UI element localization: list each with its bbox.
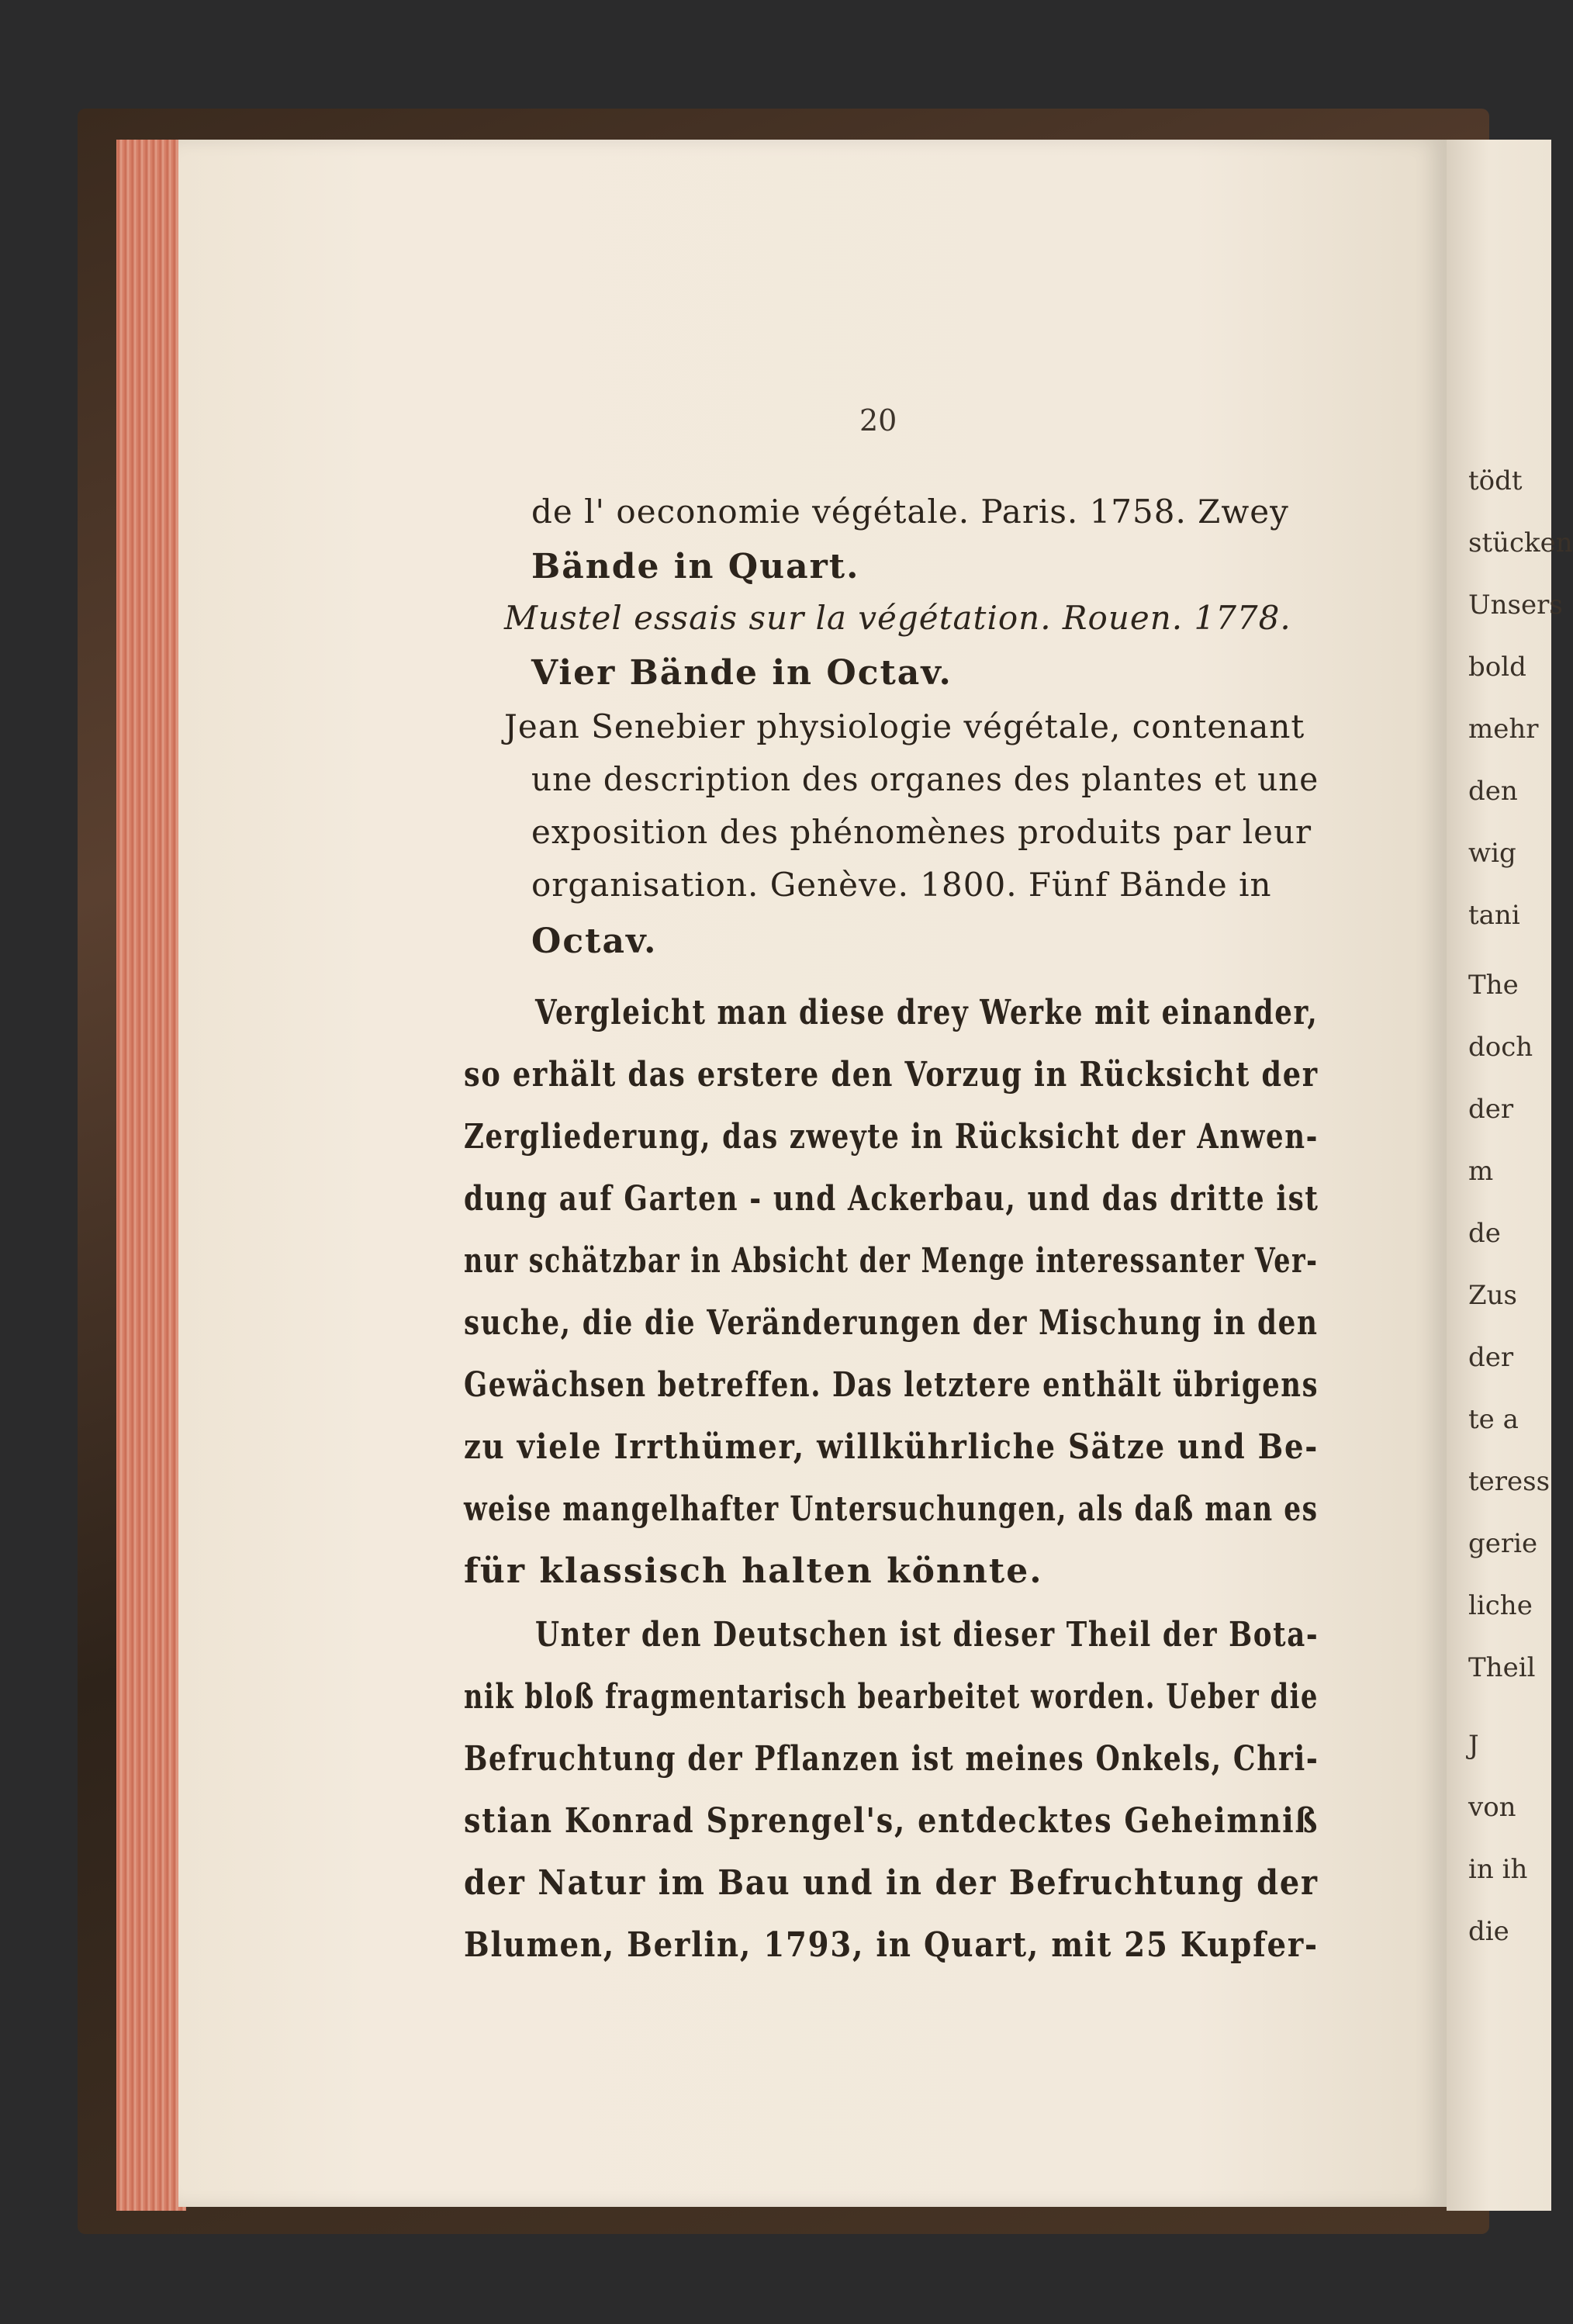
text-line: exposition des phénomènes produits par leur xyxy=(531,813,1312,851)
text-line: weise mangelhafter Untersuchungen, als daß man es xyxy=(464,1489,1319,1529)
text-line: de l' oeconomie végétale. Paris. 1758. Zwey xyxy=(531,493,1289,531)
right-page-fragment: tödt xyxy=(1468,465,1523,496)
right-page-fragment: wig xyxy=(1468,838,1516,869)
text-line: Zergliederung, das zweyte in Rücksicht der Anwen- xyxy=(464,1117,1319,1157)
right-page-fragment: te a xyxy=(1468,1404,1519,1435)
right-page-fragment: m xyxy=(1468,1156,1494,1187)
text-line: stian Konrad Sprengel's, entdecktes Geheimniß xyxy=(464,1801,1319,1841)
right-page-fragment: teress xyxy=(1468,1466,1551,1497)
text-line: nik bloß fragmentarisch bearbeitet worden. Ueber die xyxy=(464,1677,1319,1717)
right-page-fragment: bold xyxy=(1468,652,1526,683)
text-line: Befruchtung der Pflanzen ist meines Onkels, Chri- xyxy=(464,1739,1319,1779)
page-number: 20 xyxy=(859,403,897,437)
right-page-fragment: der xyxy=(1468,1094,1514,1125)
text-line: Vergleicht man diese drey Werke mit einander, xyxy=(535,993,1319,1032)
right-page-fragment: doch xyxy=(1468,1032,1533,1063)
right-page-fragment: stücken xyxy=(1468,527,1573,559)
page-edges xyxy=(116,140,186,2211)
right-page-fragment: die xyxy=(1468,1916,1509,1947)
text-line: dung auf Garten - und Ackerbau, und das dritte ist xyxy=(464,1179,1319,1219)
text-line: suche, die die Veränderungen der Mischung in den xyxy=(464,1303,1319,1343)
right-page-fragment: Unsers xyxy=(1468,590,1563,621)
right-page-fragment: liche xyxy=(1468,1590,1533,1621)
right-page-fragment: von xyxy=(1468,1792,1516,1823)
text-line: Gewächsen betreffen. Das letztere enthält übrigens xyxy=(464,1365,1319,1405)
text-line: Mustel essais sur la végétation. Rouen. 1778. xyxy=(504,599,1291,637)
text-line: so erhält das erstere den Vorzug in Rücksicht der xyxy=(464,1055,1319,1095)
text-line: Unter den Deutschen ist dieser Theil der Bota- xyxy=(535,1615,1319,1655)
right-page-fragment: in ih xyxy=(1468,1854,1528,1885)
text-line: une description des organes des plantes et une xyxy=(531,760,1319,798)
text-line: organisation. Genève. 1800. Fünf Bände in xyxy=(531,866,1272,904)
right-page-fragment: J xyxy=(1468,1730,1479,1761)
right-page-fragment: The xyxy=(1468,970,1519,1001)
text-line: Octav. xyxy=(531,922,658,961)
text-line: für klassisch halten könnte. xyxy=(464,1551,1043,1591)
right-page-fragment: de xyxy=(1468,1218,1501,1249)
text-line: zu viele Irrthümer, willkührliche Sätze und Be- xyxy=(464,1427,1319,1467)
text-line: Vier Bände in Octav. xyxy=(531,653,952,693)
right-page-fragment: tani xyxy=(1468,900,1520,931)
right-page-fragment: mehr xyxy=(1468,714,1539,745)
text-line: der Natur im Bau und in der Befruchtung der xyxy=(464,1863,1319,1903)
right-page-fragment: Theil xyxy=(1468,1652,1536,1683)
right-page xyxy=(1447,140,1573,2211)
text-line: Bände in Quart. xyxy=(531,547,860,586)
text-line: Blumen, Berlin, 1793, in Quart, mit 25 Kupfer- xyxy=(464,1925,1319,1965)
right-page-fragment: gerie xyxy=(1468,1528,1538,1559)
right-page-fragment: Zus xyxy=(1468,1280,1517,1311)
right-page-fragment: den xyxy=(1468,776,1518,807)
text-line: nur schätzbar in Absicht der Menge interessanter Ver- xyxy=(464,1241,1319,1281)
right-page-fragment: der xyxy=(1468,1342,1514,1373)
text-line: Jean Senebier physiologie végétale, contenant xyxy=(504,707,1305,745)
